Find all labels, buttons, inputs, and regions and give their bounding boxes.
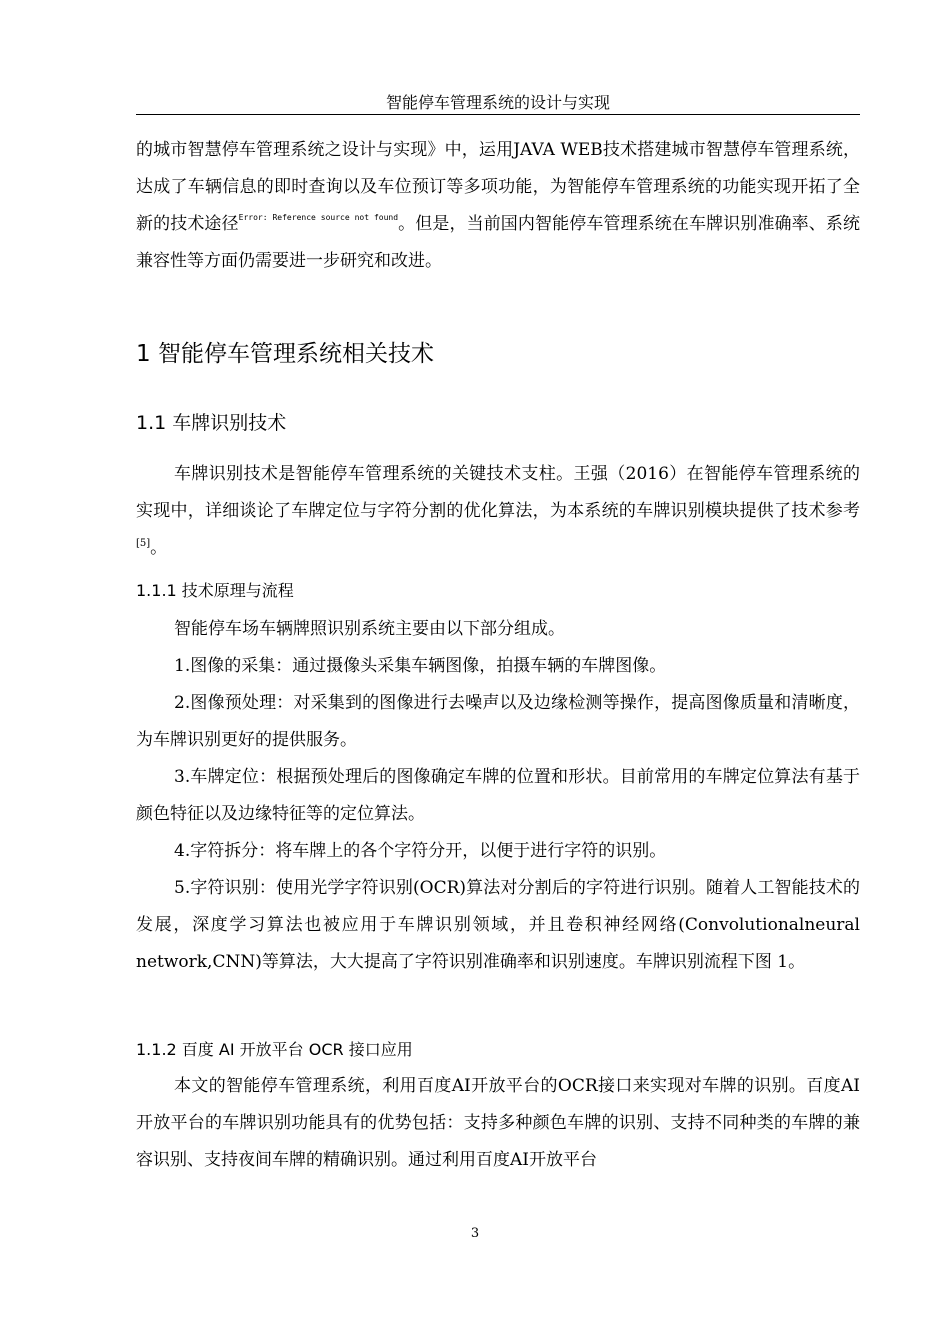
section-1-1-paragraph [136,456,860,567]
list-item-5: 5.字符识别：使用光学字符识别(OCR)算法对分割后的字符进行识别。随着人工智能技术的发展，深度学习算法也被应用于车牌识别领域，并且卷积神经网络(Convolutionalneural network,CNN)等算法，大大提高了字符识别准确率和识别速度。车牌识别流程下图 1。 [136,878,860,972]
section-1-1-text: 车牌识别技术是智能停车管理系统的关键技术支柱。王强（2016）在智能停车管理系统的实现中，详细谈论了车牌定位与字符分割的优化算法，为本系统的车牌识别模块提供了技术参考 [136,464,860,521]
list-item-3: 3.车牌定位：根据预处理后的图像确定车牌的位置和形状。目前常用的车牌定位算法有基于颜色特征以及边缘特征等的定位算法。 [136,767,860,824]
error-reference: Error: Reference source not found [238,213,399,222]
list-item-1: 1.图像的采集：通过摄像头采集车辆图像，拍摄车辆的车牌图像。 [174,656,667,676]
intro-text-before: 的城市智慧停车管理系统之设计与实现》中，运用JAVA WEB技术搭建城市智慧停车管理系统，达成了车辆信息的即时查询以及车位预订等多项功能，为智能停车管理系统的功能实现开拓了全新的技术途径 [136,140,860,234]
page-number: 3 [470,1226,480,1241]
section-1-heading: 1 智能停车管理系统相关技术 [136,341,434,367]
intro-text-after: 。但是，当前国内智能停车管理系统在车牌识别准确率、系统兼容性等方面仍需要进一步研究和改进。 [136,214,860,271]
section-1-1-1-intro: 智能停车场车辆牌照识别系统主要由以下部分组成。 [174,619,565,639]
section-1-1-2-heading: 1.1.2 百度 AI 开放平台 OCR 接口应用 [136,1040,413,1059]
section-1-1-heading: 1.1 车牌识别技术 [136,412,287,434]
section-1-1-2-paragraph: 本文的智能停车管理系统，利用百度AI开放平台的OCR接口来实现对车牌的识别。百度AI开放平台的车牌识别功能具有的优势包括：支持多种颜色车牌的识别、支持不同种类的车牌的兼容识别、支持夜间车牌的精确识别。通过利用百度AI开放平台 [136,1076,860,1170]
list-item-4: 4.字符拆分：将车牌上的各个字符分开，以便于进行字符的识别。 [174,841,667,861]
intro-paragraph [136,132,860,280]
citation-ref: [5] [136,538,151,549]
page-header: 智能停车管理系统的设计与实现 [136,92,860,115]
section-1-1-1-heading: 1.1.1 技术原理与流程 [136,581,294,600]
section-1-1-text-end: 。 [150,538,168,558]
list-item-2: 2.图像预处理：对采集到的图像进行去噪声以及边缘检测等操作，提高图像质量和清晰度，为车牌识别更好的提供服务。 [136,693,860,750]
